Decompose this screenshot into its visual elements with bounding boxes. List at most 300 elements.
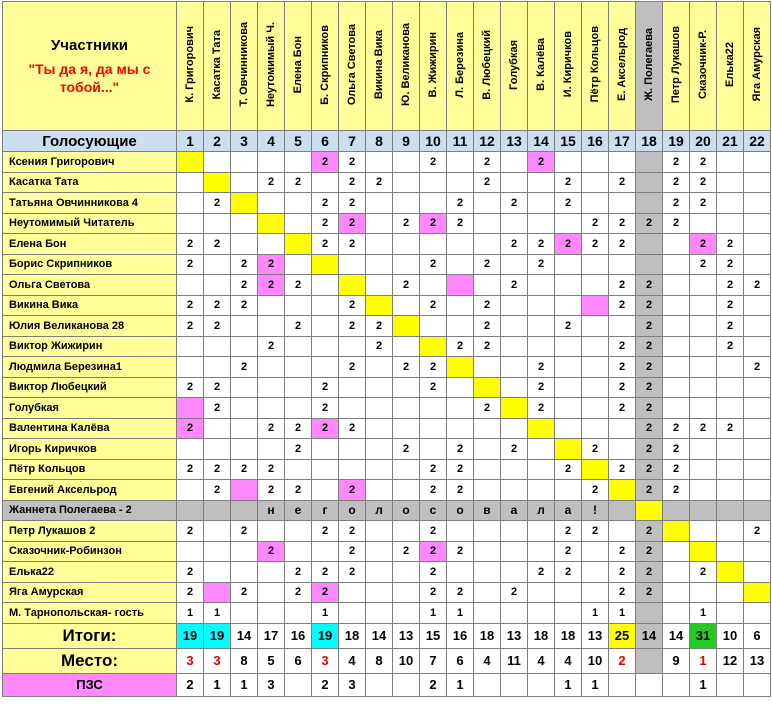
vote-cell: 2 <box>204 295 231 316</box>
pzs-cell <box>717 673 744 696</box>
vote-cell <box>717 357 744 378</box>
vote-cell: 2 <box>690 234 717 255</box>
voter-name: Валентина Калёва <box>3 418 177 439</box>
vote-cell: 2 <box>528 357 555 378</box>
pzs-cell: 1 <box>204 673 231 696</box>
vote-cell <box>177 213 204 234</box>
vote-cell <box>447 316 474 337</box>
vote-cell: 2 <box>258 275 285 296</box>
vote-cell <box>393 254 420 275</box>
vote-cell <box>420 316 447 337</box>
vote-cell <box>393 582 420 603</box>
pzs-label: ПЗС <box>3 673 177 696</box>
column-number: 11 <box>447 131 474 152</box>
vote-cell <box>528 213 555 234</box>
voter-row <box>3 275 771 296</box>
column-number: 3 <box>231 131 258 152</box>
vote-cell <box>501 398 528 419</box>
vote-cell: н <box>258 500 285 521</box>
vote-cell <box>204 275 231 296</box>
vote-cell: 2 <box>609 213 636 234</box>
vote-cell: ! <box>582 500 609 521</box>
vote-cell: 2 <box>420 213 447 234</box>
vote-cell: а <box>501 500 528 521</box>
vote-cell <box>744 541 771 562</box>
participant-name: В. Любецкий <box>481 29 493 100</box>
vote-cell <box>231 172 258 193</box>
place-cell: 8 <box>231 648 258 673</box>
vote-cell <box>339 439 366 460</box>
voter-name: Ольга Светова <box>3 275 177 296</box>
vote-cell <box>717 582 744 603</box>
vote-cell <box>285 295 312 316</box>
voter-row <box>3 357 771 378</box>
vote-cell: 1 <box>582 603 609 624</box>
vote-cell <box>366 234 393 255</box>
vote-cell: 2 <box>312 234 339 255</box>
vote-cell: 2 <box>636 295 663 316</box>
vote-cell: 2 <box>636 275 663 296</box>
pzs-cell <box>474 673 501 696</box>
vote-cell <box>501 603 528 624</box>
vote-cell <box>663 254 690 275</box>
voter-name: Юлия Великанова 28 <box>3 316 177 337</box>
vote-cell <box>717 500 744 521</box>
vote-cell <box>744 213 771 234</box>
vote-cell: 2 <box>717 336 744 357</box>
vote-cell <box>609 254 636 275</box>
vote-cell: 2 <box>312 398 339 419</box>
vote-cell <box>420 234 447 255</box>
place-cell: 6 <box>285 648 312 673</box>
vote-cell <box>636 500 663 521</box>
column-number: 8 <box>366 131 393 152</box>
vote-cell <box>474 603 501 624</box>
vote-cell <box>231 603 258 624</box>
vote-cell: о <box>339 500 366 521</box>
vote-cell <box>528 172 555 193</box>
vote-cell: 2 <box>528 562 555 583</box>
vote-cell: е <box>285 500 312 521</box>
table-title: Участники <box>50 36 129 54</box>
place-cell: 10 <box>582 648 609 673</box>
vote-cell <box>474 357 501 378</box>
place-cell: 11 <box>501 648 528 673</box>
total-cell: 13 <box>393 623 420 648</box>
vote-cell: 2 <box>663 480 690 501</box>
vote-cell: 2 <box>609 336 636 357</box>
vote-cell <box>582 295 609 316</box>
vote-cell <box>690 275 717 296</box>
vote-cell: 2 <box>447 336 474 357</box>
vote-cell: 2 <box>636 439 663 460</box>
vote-cell: 2 <box>204 234 231 255</box>
vote-cell <box>717 152 744 173</box>
vote-cell: 2 <box>663 193 690 214</box>
column-number: 13 <box>501 131 528 152</box>
vote-cell <box>285 398 312 419</box>
vote-cell <box>285 541 312 562</box>
vote-cell: 1 <box>447 603 474 624</box>
vote-cell <box>663 234 690 255</box>
vote-cell: о <box>393 500 420 521</box>
vote-cell: г <box>312 500 339 521</box>
vote-cell <box>717 603 744 624</box>
vote-cell: 2 <box>555 562 582 583</box>
place-cell: 3 <box>204 648 231 673</box>
total-cell: 18 <box>474 623 501 648</box>
vote-cell <box>528 541 555 562</box>
vote-cell <box>474 541 501 562</box>
vote-cell: 2 <box>474 398 501 419</box>
vote-cell: 2 <box>339 541 366 562</box>
vote-cell: 2 <box>474 295 501 316</box>
vote-cell: 2 <box>555 521 582 542</box>
total-cell: 6 <box>744 623 771 648</box>
voter-row <box>3 603 771 624</box>
voter-name: Голубкая <box>3 398 177 419</box>
vote-cell <box>501 377 528 398</box>
vote-cell <box>204 213 231 234</box>
vote-cell: 2 <box>177 377 204 398</box>
vote-cell <box>447 234 474 255</box>
participant-header <box>285 2 312 131</box>
vote-cell <box>285 234 312 255</box>
vote-cell: 2 <box>663 152 690 173</box>
vote-cell <box>717 480 744 501</box>
vote-cell <box>744 234 771 255</box>
vote-cell <box>177 193 204 214</box>
vote-cell <box>231 500 258 521</box>
vote-cell <box>555 152 582 173</box>
vote-cell <box>312 254 339 275</box>
pzs-cell <box>636 673 663 696</box>
vote-cell: 2 <box>285 172 312 193</box>
vote-cell: 2 <box>285 439 312 460</box>
participant-header <box>447 2 474 131</box>
vote-cell <box>312 295 339 316</box>
place-cell: 4 <box>339 648 366 673</box>
vote-cell <box>501 336 528 357</box>
vote-cell <box>690 377 717 398</box>
vote-cell <box>204 254 231 275</box>
total-cell: 14 <box>231 623 258 648</box>
vote-cell: 2 <box>717 254 744 275</box>
vote-cell <box>744 582 771 603</box>
vote-cell <box>501 172 528 193</box>
voter-row <box>3 562 771 583</box>
vote-cell <box>690 336 717 357</box>
vote-cell <box>582 357 609 378</box>
voter-row <box>3 418 771 439</box>
participant-name: Петр Лукашов <box>670 25 682 104</box>
vote-cell <box>312 480 339 501</box>
vote-cell <box>204 152 231 173</box>
vote-cell <box>582 193 609 214</box>
vote-cell: 2 <box>420 480 447 501</box>
vote-cell: 2 <box>231 357 258 378</box>
vote-cell: 2 <box>501 582 528 603</box>
vote-cell <box>177 541 204 562</box>
vote-cell: 2 <box>339 562 366 583</box>
place-label: Место: <box>3 648 177 673</box>
pzs-cell: 1 <box>690 673 717 696</box>
vote-cell <box>204 500 231 521</box>
voter-row <box>3 541 771 562</box>
vote-cell <box>258 562 285 583</box>
pzs-cell: 2 <box>177 673 204 696</box>
vote-cell: 2 <box>528 254 555 275</box>
vote-cell <box>717 562 744 583</box>
vote-cell: 2 <box>690 193 717 214</box>
title-cell <box>3 2 177 131</box>
vote-cell <box>663 500 690 521</box>
vote-cell <box>339 275 366 296</box>
pzs-cell: 3 <box>339 673 366 696</box>
vote-cell: 2 <box>609 582 636 603</box>
vote-cell <box>582 316 609 337</box>
vote-cell <box>285 377 312 398</box>
participant-header <box>636 2 663 131</box>
vote-cell: 2 <box>636 459 663 480</box>
vote-cell <box>555 398 582 419</box>
vote-cell: 2 <box>690 152 717 173</box>
vote-cell <box>501 418 528 439</box>
totals-label: Итоги: <box>3 623 177 648</box>
place-row <box>3 648 771 673</box>
vote-cell <box>366 275 393 296</box>
vote-cell <box>204 172 231 193</box>
vote-cell: 2 <box>636 521 663 542</box>
vote-cell: 2 <box>690 562 717 583</box>
pzs-cell <box>663 673 690 696</box>
voter-row <box>3 336 771 357</box>
participant-header <box>528 2 555 131</box>
place-cell: 12 <box>717 648 744 673</box>
vote-cell <box>204 357 231 378</box>
vote-cell <box>690 439 717 460</box>
vote-cell: 2 <box>339 418 366 439</box>
header-row <box>3 2 771 131</box>
vote-cell <box>204 521 231 542</box>
vote-cell <box>501 213 528 234</box>
vote-cell <box>177 500 204 521</box>
participant-header <box>204 2 231 131</box>
total-cell: 17 <box>258 623 285 648</box>
voter-name: Евгений Аксельрод <box>3 480 177 501</box>
vote-cell <box>366 193 393 214</box>
vote-cell <box>555 275 582 296</box>
vote-cell: 2 <box>366 336 393 357</box>
vote-cell <box>285 521 312 542</box>
vote-cell <box>231 541 258 562</box>
vote-cell <box>258 603 285 624</box>
participant-header <box>258 2 285 131</box>
vote-cell: 2 <box>312 582 339 603</box>
place-cell: 10 <box>393 648 420 673</box>
pzs-cell <box>285 673 312 696</box>
vote-cell <box>258 193 285 214</box>
vote-cell <box>366 213 393 234</box>
vote-cell: 2 <box>339 295 366 316</box>
vote-cell: 2 <box>474 172 501 193</box>
vote-cell <box>717 172 744 193</box>
vote-cell: 2 <box>528 398 555 419</box>
vote-cell: 2 <box>474 316 501 337</box>
participant-header <box>717 2 744 131</box>
total-cell: 18 <box>555 623 582 648</box>
vote-cell <box>744 398 771 419</box>
total-cell: 18 <box>339 623 366 648</box>
participant-name: Яга Амурская <box>751 27 763 102</box>
participant-header <box>690 2 717 131</box>
vote-cell: 2 <box>663 418 690 439</box>
participant-name: Е. Аксельрод <box>616 27 628 101</box>
vote-cell <box>420 439 447 460</box>
total-cell: 19 <box>204 623 231 648</box>
vote-cell: 2 <box>690 172 717 193</box>
vote-cell <box>744 459 771 480</box>
vote-cell <box>177 357 204 378</box>
total-cell: 16 <box>285 623 312 648</box>
vote-cell: 2 <box>609 562 636 583</box>
voter-row <box>3 172 771 193</box>
vote-cell <box>177 152 204 173</box>
vote-cell <box>528 275 555 296</box>
vote-cell: 2 <box>636 562 663 583</box>
voter-name: Жаннета Полегаева - 2 <box>3 500 177 521</box>
vote-cell <box>528 603 555 624</box>
vote-cell: 2 <box>204 459 231 480</box>
vote-cell: 2 <box>717 275 744 296</box>
voter-name: Петр Лукашов 2 <box>3 521 177 542</box>
vote-cell <box>447 172 474 193</box>
vote-cell <box>501 295 528 316</box>
vote-cell <box>366 398 393 419</box>
vote-cell: 2 <box>717 316 744 337</box>
total-cell: 14 <box>636 623 663 648</box>
place-cell: 3 <box>177 648 204 673</box>
total-cell: 14 <box>663 623 690 648</box>
vote-cell <box>447 357 474 378</box>
voter-row <box>3 459 771 480</box>
vote-cell: о <box>447 500 474 521</box>
voter-row <box>3 213 771 234</box>
vote-cell <box>555 603 582 624</box>
vote-cell: 2 <box>447 459 474 480</box>
vote-cell: 2 <box>663 172 690 193</box>
vote-cell: 1 <box>312 603 339 624</box>
vote-cell <box>690 480 717 501</box>
vote-cell: 2 <box>177 459 204 480</box>
vote-cell <box>582 152 609 173</box>
vote-cell <box>285 193 312 214</box>
vote-cell <box>339 377 366 398</box>
vote-cell <box>447 521 474 542</box>
vote-cell: 2 <box>501 275 528 296</box>
vote-cell <box>555 254 582 275</box>
vote-cell: 2 <box>555 459 582 480</box>
vote-cell: 2 <box>555 541 582 562</box>
vote-cell: 2 <box>609 398 636 419</box>
voter-name: Яга Амурская <box>3 582 177 603</box>
vote-cell: 1 <box>204 603 231 624</box>
vote-cell <box>636 193 663 214</box>
vote-cell <box>528 439 555 460</box>
pzs-cell <box>528 673 555 696</box>
vote-cell <box>528 193 555 214</box>
vote-cell <box>717 521 744 542</box>
pzs-cell: 1 <box>231 673 258 696</box>
vote-cell: 2 <box>420 562 447 583</box>
vote-cell: 2 <box>258 172 285 193</box>
vote-cell <box>366 562 393 583</box>
vote-cell <box>258 152 285 173</box>
pzs-cell: 3 <box>258 673 285 696</box>
vote-cell <box>663 316 690 337</box>
vote-cell: 2 <box>177 254 204 275</box>
vote-cell: 2 <box>312 213 339 234</box>
participant-name: К. Григорович <box>184 26 196 103</box>
vote-cell <box>393 562 420 583</box>
vote-cell <box>312 459 339 480</box>
total-cell: 19 <box>177 623 204 648</box>
voter-name: М. Тарнопольская- гость <box>3 603 177 624</box>
vote-cell: 2 <box>339 152 366 173</box>
vote-cell <box>339 603 366 624</box>
vote-cell: 2 <box>393 213 420 234</box>
vote-cell <box>177 172 204 193</box>
vote-cell <box>501 562 528 583</box>
vote-cell: 2 <box>744 357 771 378</box>
vote-cell: 2 <box>609 295 636 316</box>
vote-cell <box>285 459 312 480</box>
vote-cell <box>474 193 501 214</box>
vote-cell <box>474 521 501 542</box>
vote-cell: 2 <box>690 418 717 439</box>
vote-cell: с <box>420 500 447 521</box>
vote-cell: 2 <box>447 582 474 603</box>
vote-cell: 2 <box>339 172 366 193</box>
voter-name: Неутомимый Читатель <box>3 213 177 234</box>
vote-cell: 2 <box>393 275 420 296</box>
vote-cell <box>582 254 609 275</box>
vote-cell <box>231 316 258 337</box>
vote-cell <box>528 316 555 337</box>
vote-cell <box>501 254 528 275</box>
participant-name: Касатка Тата <box>211 29 223 100</box>
vote-cell <box>744 316 771 337</box>
vote-cell <box>501 480 528 501</box>
vote-cell <box>285 336 312 357</box>
vote-cell: 2 <box>339 480 366 501</box>
vote-cell <box>204 336 231 357</box>
vote-cell: 2 <box>636 213 663 234</box>
vote-cell: 2 <box>420 582 447 603</box>
total-cell: 13 <box>501 623 528 648</box>
vote-cell: 2 <box>744 521 771 542</box>
vote-cell <box>177 480 204 501</box>
column-number: 12 <box>474 131 501 152</box>
vote-cell: 2 <box>204 193 231 214</box>
column-number: 20 <box>690 131 717 152</box>
vote-cell <box>690 295 717 316</box>
vote-cell: 2 <box>663 213 690 234</box>
vote-cell <box>555 295 582 316</box>
vote-cell <box>690 500 717 521</box>
vote-cell <box>285 152 312 173</box>
vote-cell: 2 <box>339 234 366 255</box>
